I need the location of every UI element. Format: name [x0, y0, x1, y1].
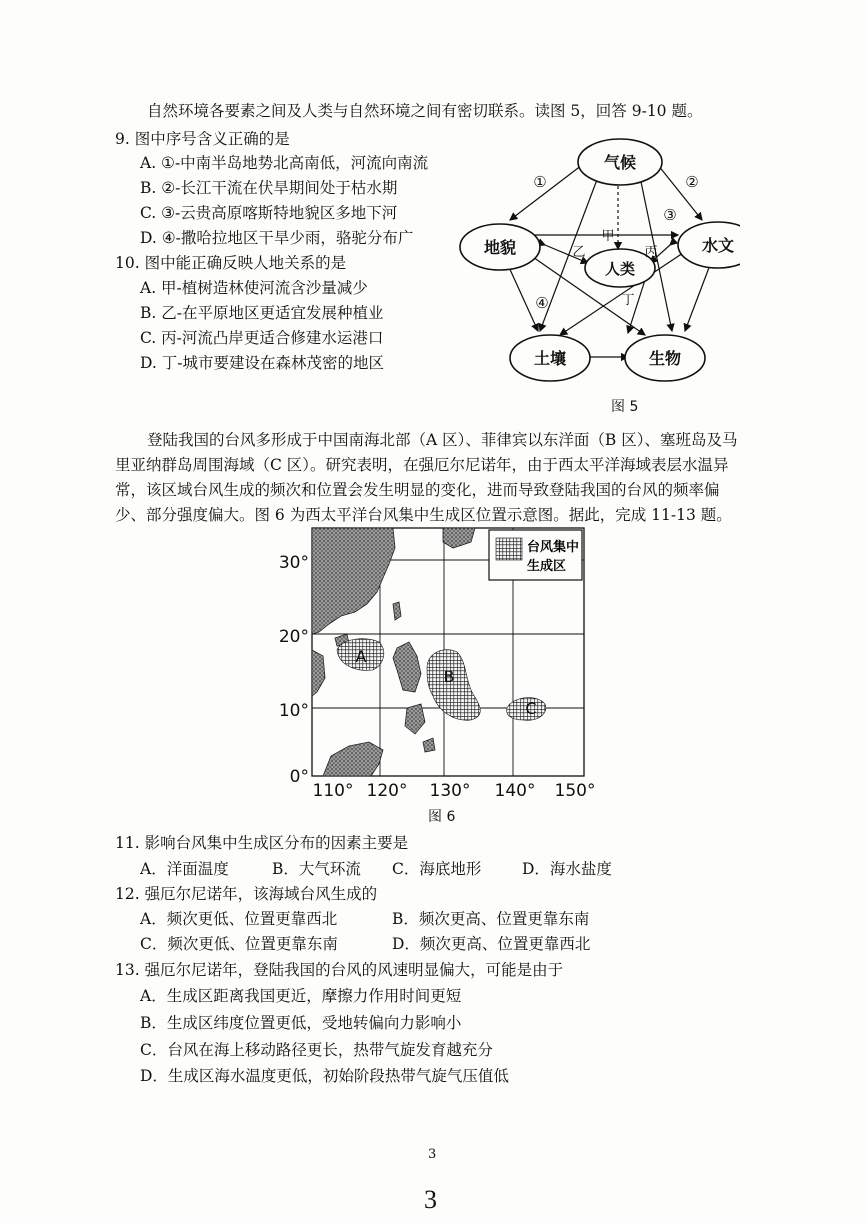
q10-option-c: C. 丙-河流凸岸更适合修建水运港口	[140, 329, 384, 347]
page-number-large: 3	[424, 1185, 437, 1214]
question-11-stem: 11. 影响台风集中生成区分布的因素主要是	[115, 834, 409, 852]
q11-option-b: B．大气环流	[272, 860, 361, 878]
q13-option-b: B．生成区纬度位置更低，受地转偏向力影响小	[140, 1014, 462, 1032]
label-jia: 甲	[601, 229, 615, 244]
page-number-small: 3	[428, 1147, 437, 1162]
lon-label-150: 150°	[554, 781, 596, 801]
figure-6-map	[275, 520, 605, 802]
node-hydrology-label: 水文	[701, 236, 735, 255]
zone-b-label: B	[443, 667, 455, 686]
q11-option-c: C．海底地形	[392, 860, 482, 878]
intro-paragraph-2-line-3: 常，该区域台风生成的频次和位置会发生明显的变化，进而导致登陆我国的台风的频率偏	[115, 481, 720, 499]
lon-label-140: 140°	[494, 781, 536, 801]
label-yi: 乙	[572, 245, 586, 260]
q12-option-d: D．频次更高、位置更靠西北	[392, 935, 591, 953]
node-climate-label: 气候	[603, 153, 637, 172]
label-bing: 丙	[644, 245, 658, 260]
label-n1: ①	[533, 173, 547, 191]
q9-option-b: B. ②-长江干流在伏旱期间处于枯水期	[140, 179, 398, 197]
q10-option-a: A. 甲-植树造林使河流含沙量减少	[140, 279, 368, 297]
q12-option-a: A．频次更低、位置更靠西北	[140, 910, 338, 928]
q13-option-a: A．生成区距离我国更近，摩擦力作用时间更短	[140, 987, 462, 1005]
link-landform-soil	[508, 265, 538, 331]
zone-a-label: A	[355, 647, 367, 666]
zone-c-label: C	[525, 699, 537, 718]
lon-label-130: 130°	[429, 781, 471, 801]
link-hydrology-biology	[685, 265, 710, 331]
node-soil-label: 土壤	[533, 349, 567, 368]
lat-label-0: 0°	[289, 767, 309, 787]
q9-option-c: C. ③-云贵高原喀斯特地貌区多地下河	[140, 204, 398, 222]
legend-label-line-1: 台风集中	[527, 540, 580, 555]
lon-label-120: 120°	[366, 781, 408, 801]
label-n4: ④	[535, 294, 549, 312]
label-ding: 丁	[621, 293, 635, 308]
label-n2: ②	[685, 173, 699, 191]
q12-option-c: C．频次更低、位置更靠东南	[140, 935, 338, 953]
q13-option-c: C．台风在海上移动路径更长，热带气旋发育越充分	[140, 1041, 493, 1059]
question-10-stem: 10. 图中能正确反映人地关系的是	[115, 254, 347, 272]
question-9-stem: 9. 图中序号含义正确的是	[115, 130, 290, 148]
lat-label-30: 30°	[278, 553, 309, 573]
q10-option-d: D. 丁-城市要建设在森林茂密的地区	[140, 354, 384, 372]
intro-paragraph-2-line-4: 少、部分强度偏大。图 6 为西太平洋台风集中生成区位置示意图。据此，完成 11-13 题。	[115, 506, 732, 524]
q11-option-d: D．海水盐度	[522, 860, 612, 878]
label-n3: ③	[663, 206, 677, 224]
q9-option-a: A. ①-中南半岛地势北高南低，河流向南流	[140, 154, 429, 172]
node-biology-label: 生物	[648, 349, 682, 368]
legend-label-line-2: 生成区	[527, 559, 567, 574]
question-13-stem: 13. 强厄尔尼诺年，登陆我国的台风的风速明显偏大，可能是由于	[115, 961, 564, 979]
q13-option-d: D．生成区海水温度更低，初始阶段热带气旋气压值低	[140, 1067, 509, 1085]
q11-option-a: A．洋面温度	[140, 860, 229, 878]
q9-option-d: D. ④-撒哈拉地区干旱少雨，骆驼分布广	[140, 229, 414, 247]
figure-5-caption: 图 5	[611, 399, 639, 415]
intro-paragraph-2-line-1: 登陆我国的台风多形成于中国南海北部（A 区）、菲律宾以东洋面（B 区）、塞班岛及马	[147, 431, 738, 449]
legend-swatch	[496, 538, 522, 560]
q10-option-b: B. 乙-在平原地区更适宜发展种植业	[140, 304, 384, 322]
figure-5-diagram	[440, 125, 740, 393]
q12-option-b: B．频次更高、位置更靠东南	[392, 910, 590, 928]
figure-6-caption: 图 6	[428, 809, 456, 825]
intro-paragraph-1: 自然环境各要素之间及人类与自然环境之间有密切联系。读图 5，回答 9-10 题。	[147, 102, 703, 120]
node-human-label: 人类	[604, 260, 636, 278]
lat-label-20: 20°	[278, 627, 309, 647]
intro-paragraph-2-line-2: 里亚纳群岛周围海域（C 区）。研究表明，在强厄尔尼诺年，由于西太平洋海域表层水温异	[115, 456, 729, 474]
lat-label-10: 10°	[278, 701, 309, 721]
question-12-stem: 12. 强厄尔尼诺年，该海域台风生成的	[115, 885, 378, 903]
lon-label-110: 110°	[312, 781, 354, 801]
node-landform-label: 地貌	[483, 238, 517, 257]
